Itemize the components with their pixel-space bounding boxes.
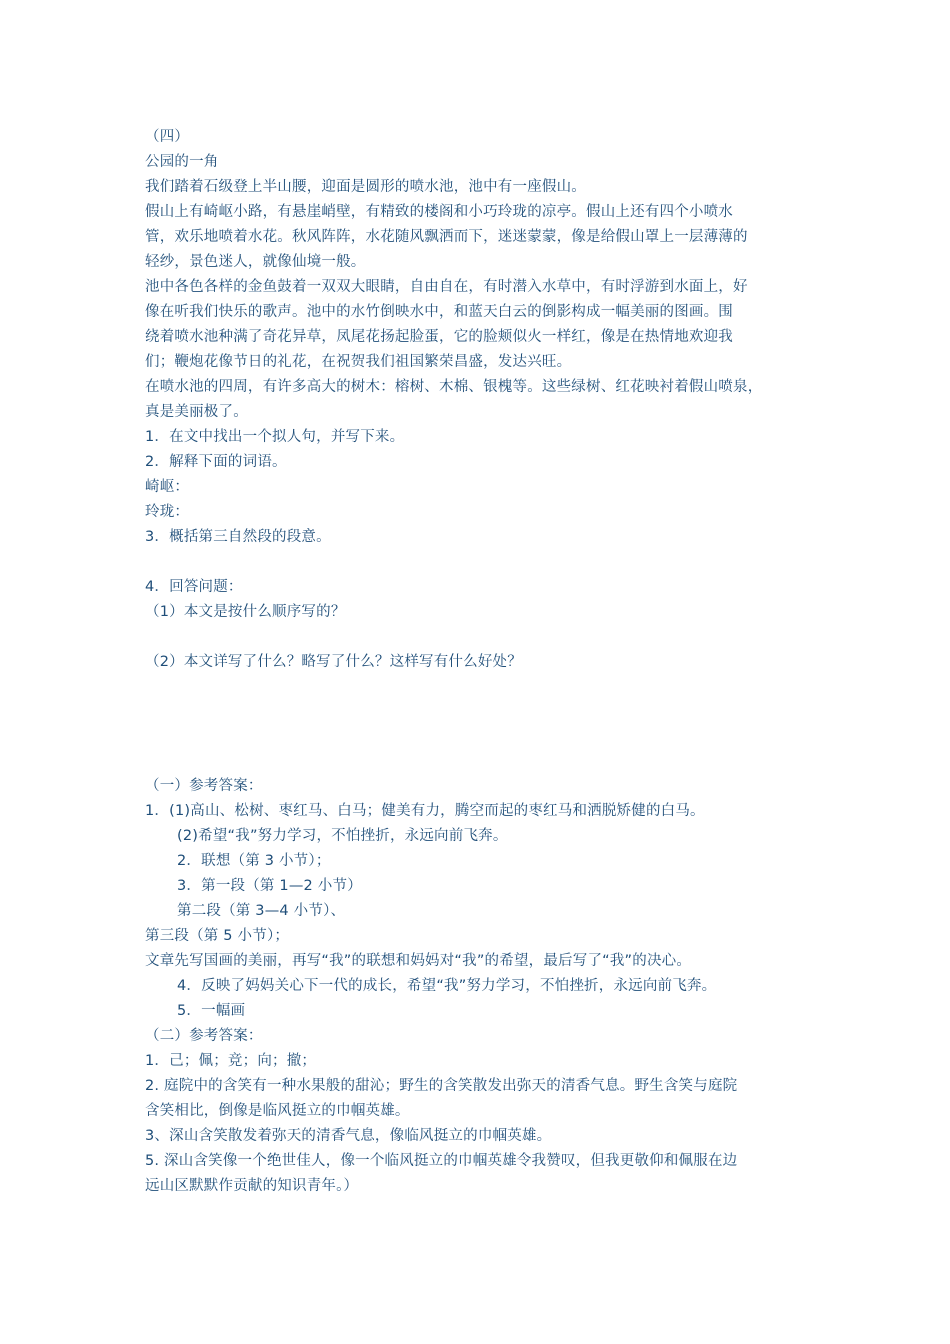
paragraph-2-line: 管，欢乐地喷着水花。秋风阵阵，水花随风飘洒而下，迷迷蒙蒙，像是给假山罩上一层薄薄的 — [145, 229, 748, 245]
answer-1-item-2: 2．联想（第 3 小节）； — [177, 853, 331, 869]
question-4-part-2: （2）本文详写了什么？略写了什么？这样写有什么好处？ — [145, 654, 522, 670]
answer-2-item-5-line: 远山区默默作贡献的知识青年。） — [145, 1178, 359, 1194]
paragraph-3-line: 池中各色各样的金鱼鼓着一双双大眼睛，自由自在，有时潜入水草中，有时浮游到水面上，好 — [145, 279, 748, 295]
question-4-part-1: （1）本文是按什么顺序写的？ — [145, 604, 346, 620]
question-3: 3．概括第三自然段的段意。 — [145, 529, 331, 545]
paragraph-3-line: 像在听我们快乐的歌声。池中的水竹倒映水中，和蓝天白云的倒影构成一幅美丽的图画。围 — [145, 304, 733, 320]
answer-2-item-3: 3、深山含笑散发着弥天的清香气息，像临风挺立的巾帼英雄。 — [145, 1128, 552, 1144]
paragraph-2-line: 轻纱，景色迷人，就像仙境一般。 — [145, 254, 366, 270]
article-title: 公园的一角 — [145, 154, 219, 170]
answer-2-item-2-line: 含笑相比，倒像是临风挺立的巾帼英雄。 — [145, 1103, 410, 1119]
answer-2-item-2-line: 2. 庭院中的含笑有一种水果般的甜沁；野生的含笑散发出弥天的清香气息。野生含笑与庭院 — [145, 1078, 738, 1094]
answers-2-heading: （二）参考答案： — [145, 1028, 263, 1044]
answer-1-2: (2)希望“我”努力学习，不怕挫折，永远向前飞奔。 — [177, 828, 508, 844]
answer-1-item-3: 3．第一段（第 1—2 小节） — [177, 878, 362, 894]
answer-2-item-5-line: 5. 深山含笑像一个绝世佳人，像一个临风挺立的巾帼英雄令我赞叹，但我更敬仰和佩服在边 — [145, 1153, 738, 1169]
paragraph-1: 我们踏着石级登上半山腰，迎面是圆形的喷水池，池中有一座假山。 — [145, 179, 586, 195]
paragraph-3-line: 绕着喷水池种满了奇花异草，凤尾花扬起脸蛋，它的脸颊似火一样红，像是在热情地欢迎我 — [145, 329, 733, 345]
paragraph-2-line: 假山上有崎岖小路，有悬崖峭壁，有精致的楼阁和小巧玲珑的凉亭。假山上还有四个小喷水 — [145, 204, 733, 220]
section-heading: （四） — [145, 129, 190, 145]
question-2-term-qiqu: 崎岖： — [145, 479, 190, 495]
question-4: 4．回答问题： — [145, 579, 243, 595]
answer-1-item-3c: 第三段（第 5 小节）； — [145, 928, 290, 944]
paragraph-4-line: 在喷水池的四周，有许多高大的树木：榕树、木棉、银槐等。这些绿树、红花映衬着假山喷泉， — [145, 379, 763, 395]
answer-1-item-3d: 文章先写国画的美丽，再写“我”的联想和妈妈对“我”的希望，最后写了“我”的决心。 — [145, 953, 692, 969]
paragraph-4-line: 真是美丽极了。 — [145, 404, 248, 420]
answer-1-1: 1．(1)高山、松树、枣红马、白马；健美有力，腾空而起的枣红马和洒脱矫健的白马。 — [145, 803, 705, 819]
answer-2-item-1: 1．己；佩；竞；向；撤； — [145, 1053, 317, 1069]
answers-1-heading: （一）参考答案： — [145, 778, 263, 794]
question-1: 1．在文中找出一个拟人句，并写下来。 — [145, 429, 405, 445]
answer-1-item-4: 4．反映了妈妈关心下一代的成长，希望“我”努力学习，不怕挫折，永远向前飞奔。 — [177, 978, 717, 994]
answer-1-item-5: 5．一幅画 — [177, 1003, 246, 1019]
question-2: 2．解释下面的词语。 — [145, 454, 287, 470]
paragraph-3-line: 们；鞭炮花像节日的礼花，在祝贺我们祖国繁荣昌盛，发达兴旺。 — [145, 354, 572, 370]
question-2-term-linglong: 玲珑： — [145, 504, 190, 520]
answer-1-item-3b: 第二段（第 3—4 小节）、 — [177, 903, 346, 919]
